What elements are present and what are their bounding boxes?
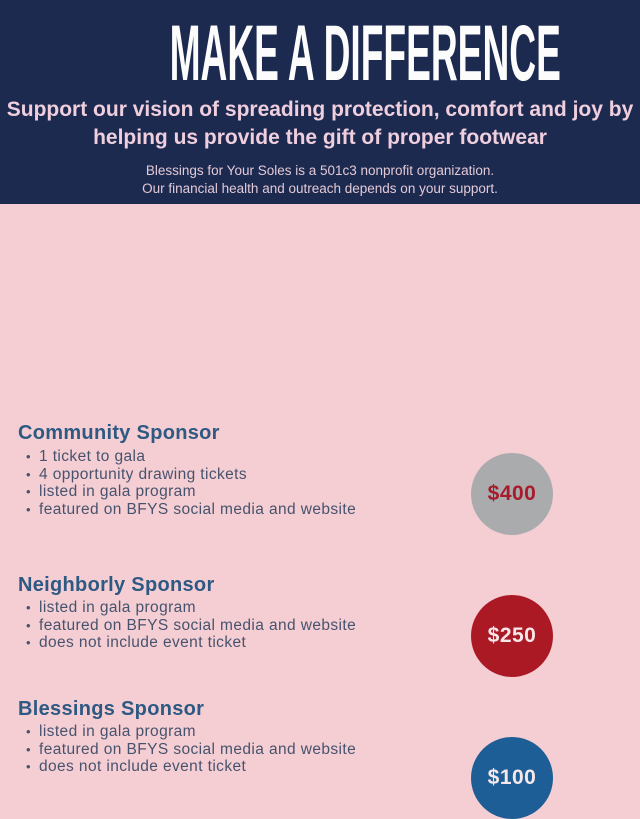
nonprofit-note (0, 162, 640, 197)
price-badge-community (471, 453, 553, 535)
tier-blessings-benefits (26, 723, 356, 776)
subtitle-line-2: helping us provide the gift of proper footwear (93, 126, 547, 149)
benefit-item: • featured on BFYS social media and website (26, 501, 356, 519)
poster-title: MAKE A DIFFERENCE (169, 8, 561, 97)
price-badge-blessings (471, 737, 553, 819)
hero-section (0, 0, 640, 204)
tier-community-benefits (26, 448, 356, 518)
benefit-item: • does not include event ticket (26, 634, 356, 652)
benefit-item: • featured on BFYS social media and website (26, 741, 356, 759)
price-badge-neighborly (471, 595, 553, 677)
tier-section (0, 204, 640, 789)
note-line-2: Our financial health and outreach depends on your support. (142, 180, 498, 196)
poster-subtitle (0, 96, 640, 152)
benefit-item: • 1 ticket to gala (26, 448, 356, 466)
tier-neighborly-heading: Neighborly Sponsor (18, 574, 215, 596)
subtitle-line-1: Support our vision of spreading protection, comfort and joy by (6, 98, 634, 121)
tier-neighborly-benefits (26, 599, 356, 652)
benefit-item: • 4 opportunity drawing tickets (26, 466, 356, 484)
benefit-item: • listed in gala program (26, 483, 356, 501)
price-blessings: $100 (487, 766, 537, 789)
benefit-item: • does not include event ticket (26, 758, 356, 776)
price-neighborly: $250 (487, 624, 537, 647)
note-line-1: Blessings for Your Soles is a 501c3 nonprofit organization. (145, 163, 495, 178)
benefit-item: • listed in gala program (26, 599, 356, 617)
benefit-item: • featured on BFYS social media and website (26, 617, 356, 635)
price-community: $400 (487, 482, 537, 505)
tier-blessings-heading: Blessings Sponsor (18, 698, 205, 720)
benefit-item: • listed in gala program (26, 723, 356, 741)
tier-community-heading: Community Sponsor (18, 422, 220, 444)
